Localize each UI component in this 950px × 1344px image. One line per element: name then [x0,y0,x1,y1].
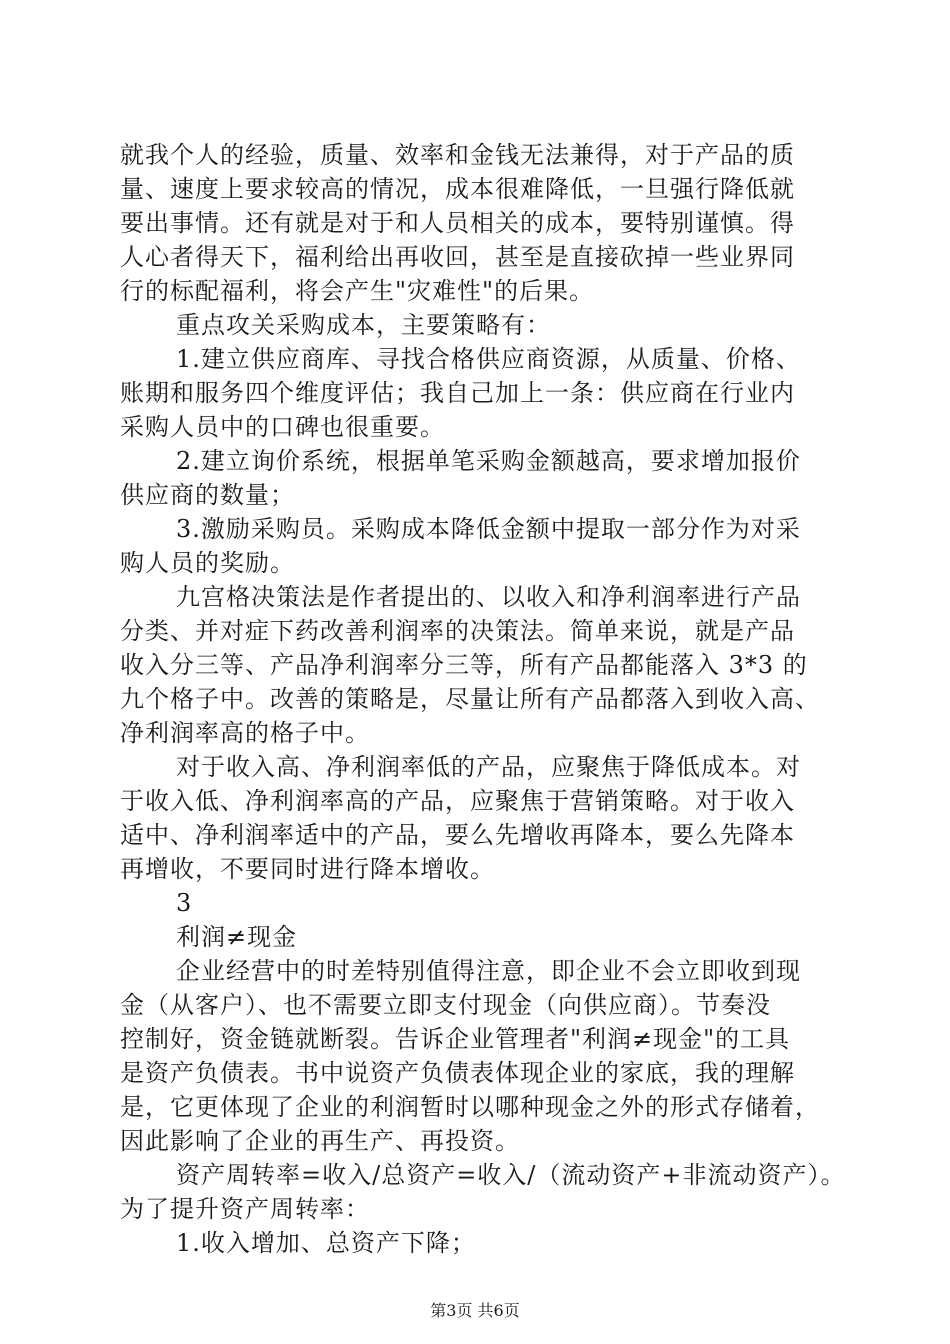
paragraph-start: 对于收入高、净利润率低的产品，应聚焦于降低成本。对 [176,753,801,781]
text-line: 要出事情。还有就是对于和人员相关的成本，要特别谨慎。得 [120,209,795,237]
text-line: 适中、净利润率适中的产品，要么先增收再降本，要么先降本 [120,821,795,849]
text-line: 是资产负债表。书中说资产负债表体现企业的家底，我的理解 [120,1059,795,1087]
text-line: 就我个人的经验，质量、效率和金钱无法兼得，对于产品的质 [120,141,795,169]
text-line: 金（从客户）、也不需要立即支付现金（向供应商）。节奏没 [120,991,771,1019]
text-line: 因此影响了企业的再生产、再投资。 [120,1127,520,1155]
text-line: 购人员的奖励。 [120,549,295,577]
section-number: 3 [176,889,193,917]
text-line: 行的标配福利，将会产生"灾难性"的后果。 [120,277,595,305]
list-item-start: 3.激励采购员。采购成本降低金额中提取一部分作为对采 [176,515,801,543]
text-line: 净利润率高的格子中。 [120,719,370,747]
list-item-start: 1.收入增加、总资产下降； [176,1229,476,1257]
paragraph-start: 九宫格决策法是作者提出的、以收入和净利润率进行产品 [176,583,801,611]
text-line: 采购人员中的口碑也很重要。 [120,413,445,441]
text-line: 分类、并对症下药改善利润率的决策法。简单来说，就是产品 [120,617,795,645]
text-line: 控制好，资金链就断裂。告诉企业管理者"利润≠现金"的工具 [120,1025,791,1053]
text-line: 账期和服务四个维度评估；我自己加上一条：供应商在行业内 [120,379,795,407]
text-line: 于收入低、净利润率高的产品，应聚焦于营销策略。对于收入 [120,787,795,815]
text-line: 收入分三等、产品净利润率分三等，所有产品都能落入 3*3 的 [120,651,808,679]
text-line: 人心者得天下，福利给出再收回，甚至是直接砍掉一些业界同 [120,243,795,271]
text-line: 供应商的数量； [120,481,295,509]
paragraph-start: 企业经营中的时差特别值得注意，即企业不会立即收到现 [176,957,801,985]
page-footer: 第3页 共6页 [430,1301,520,1320]
text-line: 再增收，不要同时进行降本增收。 [120,855,495,883]
text-line: 量、速度上要求较高的情况，成本很难降低，一旦强行降低就 [120,175,795,203]
list-item-start: 1.建立供应商库、寻找合格供应商资源，从质量、价格、 [176,345,801,373]
paragraph-start: 重点攻关采购成本，主要策略有： [176,311,551,339]
section-heading: 利润≠现金 [176,923,298,951]
text-line: 九个格子中。改善的策略是，尽量让所有产品都落入到收入高、 [120,685,820,713]
paragraph-start: 资产周转率=收入/总资产=收入/（流动资产+非流动资产）。 [176,1161,846,1189]
text-line: 是，它更体现了企业的利润暂时以哪种现金之外的形式存储着， [120,1093,820,1121]
list-item-start: 2.建立询价系统，根据单笔采购金额越高，要求增加报价 [176,447,801,475]
text-line: 为了提升资产周转率： [120,1195,370,1223]
